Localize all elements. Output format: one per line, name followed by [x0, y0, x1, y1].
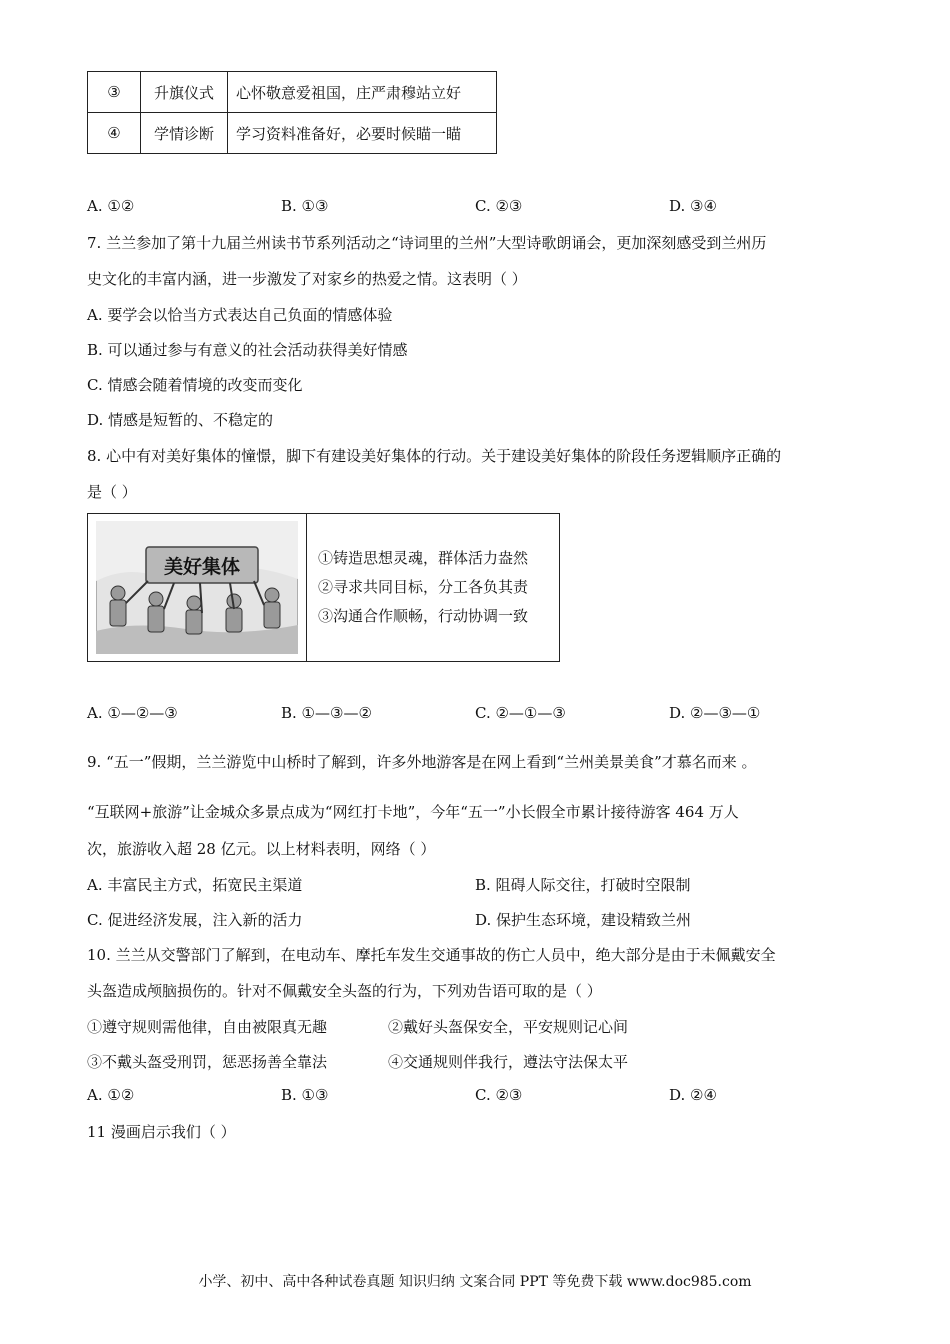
q8-stem-line1: 8. 心中有对美好集体的憧憬，脚下有建设美好集体的行动。关于建设美好集体的阶段任务逻辑顺序正确的 — [87, 447, 782, 465]
q9-stem-line2: “互联网+旅游”让金城众多景点成为“网红打卡地”，今年“五一”小长假全市累计接待游客 464 万人 — [87, 803, 739, 821]
q8-option-d[interactable]: D. ②—③—① — [669, 704, 761, 722]
q8-statement-2: ②寻求共同目标，分工各负其责 — [318, 578, 529, 596]
q10-option-b[interactable]: B. ①③ — [281, 1086, 329, 1104]
table-cell-item: 升旗仪式 — [141, 72, 228, 113]
q10-option-d[interactable]: D. ②④ — [669, 1086, 717, 1104]
table-cell-num: ④ — [88, 113, 141, 154]
q8-option-c[interactable]: C. ②—①—③ — [475, 704, 566, 722]
q6-option-c[interactable]: C. ②③ — [475, 197, 523, 215]
table-cell-desc: 学习资料准备好，必要时候瞄一瞄 — [228, 113, 497, 154]
q8-option-b[interactable]: B. ①—③—② — [281, 704, 372, 722]
q7-stem-line2: 史文化的丰富内涵，进一步激发了对家乡的热爱之情。这表明（ ） — [87, 270, 527, 288]
q9-option-c[interactable]: C. 促进经济发展，注入新的活力 — [87, 911, 303, 929]
table-row — [88, 113, 497, 154]
q7-option-d[interactable]: D. 情感是短暂的、不稳定的 — [87, 411, 274, 429]
page-footer[interactable]: 小学、初中、高中各种试卷真题 知识归纳 文案合同 PPT 等免费下载 www.doc985.com — [198, 1274, 752, 1290]
q8-statement-1: ①铸造思想灵魂，群体活力盎然 — [318, 549, 529, 567]
q10-stem-line1: 10. 兰兰从交警部门了解到，在电动车、摩托车发生交通事故的伤亡人员中，绝大部分是由于未佩戴安全 — [87, 946, 776, 964]
q9-option-b[interactable]: B. 阻碍人际交往，打破时空限制 — [475, 876, 691, 894]
q9-option-a[interactable]: A. 丰富民主方式，拓宽民主渠道 — [87, 876, 303, 894]
q10-option-a[interactable]: A. ①② — [87, 1086, 135, 1104]
q10-statement-3: ③不戴头盔受刑罚，惩恶扬善全靠法 — [87, 1053, 328, 1071]
q6-option-a[interactable]: A. ①② — [87, 197, 135, 215]
q7-stem-line1: 7. 兰兰参加了第十九届兰州读书节系列活动之“诗词里的兰州”大型诗歌朗诵会，更加深刻感受到兰州历 — [87, 234, 767, 252]
q9-option-d[interactable]: D. 保护生态环境，建设精致兰州 — [475, 911, 692, 929]
q8-statement-3: ③沟通合作顺畅，行动协调一致 — [318, 607, 529, 625]
q11-stem-line1: 11 漫画启示我们（ ） — [87, 1123, 236, 1141]
q10-option-c[interactable]: C. ②③ — [475, 1086, 523, 1104]
q10-statement-2: ②戴好头盔保安全，平安规则记心间 — [388, 1018, 629, 1036]
q8-option-a[interactable]: A. ①—②—③ — [87, 704, 178, 722]
q9-stem-line3: 次，旅游收入超 28 亿元。以上材料表明，网络（ ） — [87, 840, 436, 858]
q10-stem-line2: 头盔造成颅脑损伤的。针对不佩戴安全头盔的行为，下列劝告语可取的是（ ） — [87, 982, 602, 1000]
table-cell-num: ③ — [88, 72, 141, 113]
activity-table — [87, 71, 497, 154]
q6-option-b[interactable]: B. ①③ — [281, 197, 329, 215]
q7-option-b[interactable]: B. 可以通过参与有意义的社会活动获得美好情感 — [87, 341, 408, 359]
q6-option-d[interactable]: D. ③④ — [669, 197, 717, 215]
table-cell-item: 学情诊断 — [141, 113, 228, 154]
cartoon-image — [96, 521, 298, 654]
q8-stem-line2: 是（ ） — [87, 483, 137, 501]
q9-stem-line1: 9. “五一”假期，兰兰游览中山桥时了解到，许多外地游客是在网上看到“兰州美景美食”才慕名而来 。 — [87, 753, 757, 771]
table-row — [88, 72, 497, 113]
q10-statement-4: ④交通规则伴我行，遵法守法保太平 — [388, 1053, 629, 1071]
q10-statement-1: ①遵守规则需他律，自由被限真无趣 — [87, 1018, 328, 1036]
cartoon-caption: 美好集体 — [163, 556, 241, 578]
figure-divider — [306, 514, 307, 661]
q8-figure-box — [87, 513, 560, 662]
q7-option-a[interactable]: A. 要学会以恰当方式表达自己负面的情感体验 — [87, 306, 393, 324]
table-cell-desc: 心怀敬意爱祖国，庄严肃穆站立好 — [228, 72, 497, 113]
q7-option-c[interactable]: C. 情感会随着情境的改变而变化 — [87, 376, 303, 394]
